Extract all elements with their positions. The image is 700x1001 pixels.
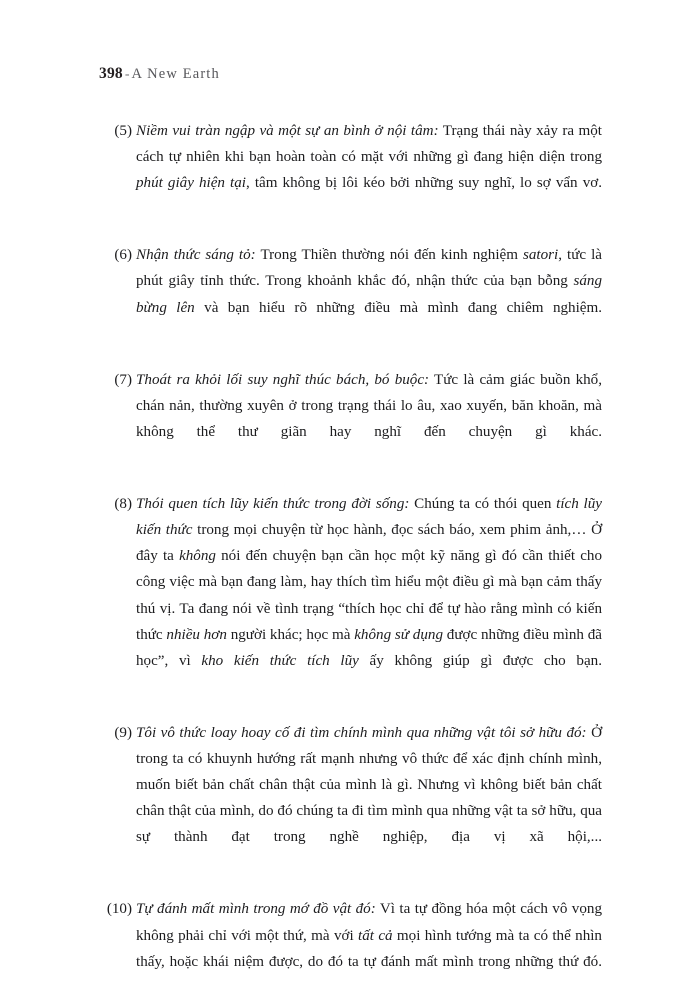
list-item-number: (5) [114,123,132,139]
list-item-lead-in: Nhận thức sáng tỏ: [136,247,256,264]
emphasis-phrase: tất cả [358,927,393,944]
list-item-text: Trạng thái này xảy ra một cách tự nhiên khi bạn hoàn toàn có mặt với những gì đang hiện diện trong [136,123,602,166]
list-item-text: trong mọi chuyện từ học hành, đọc sách báo, xem phim ảnh,… Ở đây ta [136,522,602,565]
list-item [99,118,602,222]
list-item [99,491,602,700]
emphasis-phrase: satori [523,247,559,264]
numbered-list [99,118,602,1001]
list-item [99,720,602,877]
list-item-body [136,896,602,1000]
list-item-text: Chúng ta có thói quen [409,496,557,513]
list-item [99,367,602,471]
emphasis-phrase: không sử dụng [354,626,443,643]
list-item-text: được những điều mình đã học”, vì [136,626,602,669]
list-item-text: Ở trong ta có khuynh hướng rất mạnh nhưng vô thức để xác định chính mình, muốn biết bản chất chân thật của mình là gì. Nhưng vì không biết bản chất chân thật của mình, do đó chúng ta đi tìm mình qua những vật ta sở hữu, qua sự thành đạt trong nghề nghiệp, địa vị xã hội,... [136,724,602,846]
list-item-text: nói đến chuyện bạn cần học một kỹ năng gì đó cần thiết cho công việc mà bạn đang làm, hay thích tìm hiểu một điều gì mà bạn cảm thấy thú vị. Ta đang nói về tình trạng “thích học chỉ để tự hào rằng mình có kiến thức [136,548,603,643]
list-item-lead-in: Tự đánh mất mình trong mớ đồ vật đó: [136,901,376,918]
book-title: A New Earth [131,66,220,82]
list-item-text: Tức là cảm giác buồn khổ, chán nản, thường xuyên ở trong trạng thái lo âu, xao xuyến, băn khoăn, mà không thể thư giãn hay nghĩ đến chuyện gì khác. [136,371,602,440]
list-item-text: ấy không giúp gì được cho bạn. [358,652,602,669]
emphasis-phrase: phút giây hiện tại [136,175,246,192]
list-item-body [136,242,602,346]
emphasis-phrase: nhiều hơn [166,626,227,643]
list-item-lead-in: Thói quen tích lũy kiến thức trong đời sống: [136,496,410,513]
list-item-text: , tâm không bị lôi kéo bởi những suy nghĩ, lo sợ vẩn vơ. [245,175,602,192]
header-separator: - [124,67,130,82]
emphasis-phrase: sáng bừng lên [136,273,602,316]
list-item-body [136,491,602,700]
list-item-lead-in: Niềm vui tràn ngập và một sự an bình ở nội tâm: [136,123,439,139]
list-item-number: (6) [114,247,132,264]
list-item-number: (9) [114,724,132,741]
list-item-text: và bạn hiểu rõ những điều mà mình đang chiêm nghiệm. [194,299,602,316]
list-item-number: (10) [106,901,132,918]
running-header [99,66,220,82]
emphasis-phrase: không [179,548,216,565]
list-item [99,242,602,346]
list-item-lead-in: Tôi vô thức loay hoay cố đi tìm chính mình qua những vật tôi sở hữu đó: [136,724,587,741]
list-item-number: (7) [114,371,132,388]
page-number: 398 [99,65,123,82]
list-item-text: Trong Thiền thường nói đến kinh nghiệm [255,247,523,264]
list-item-body [136,367,602,471]
list-item-text: , tức là phút giây tỉnh thức. Trong khoảnh khắc đó, nhận thức của bạn bỗng [136,247,602,290]
list-item-text: mọi hình tướng mà ta có thể nhìn thấy, hoặc khái niệm được, do đó ta tự đánh mất mình trong những thứ đó. [136,927,602,970]
emphasis-phrase: kho kiến thức tích lũy [201,652,359,669]
list-item-number: (8) [114,496,132,513]
list-item [99,896,602,1000]
list-item-body [136,118,602,222]
list-item-text: Vì ta tự đồng hóa một cách vô vọng không phải chỉ với một thứ, mà với [136,901,602,944]
list-item-body [136,720,602,877]
emphasis-phrase: tích lũy kiến thức [136,496,602,539]
list-item-text: người khác; học mà [226,626,355,643]
list-item-lead-in: Thoát ra khỏi lối suy nghĩ thúc bách, bó buộc: [136,371,430,388]
